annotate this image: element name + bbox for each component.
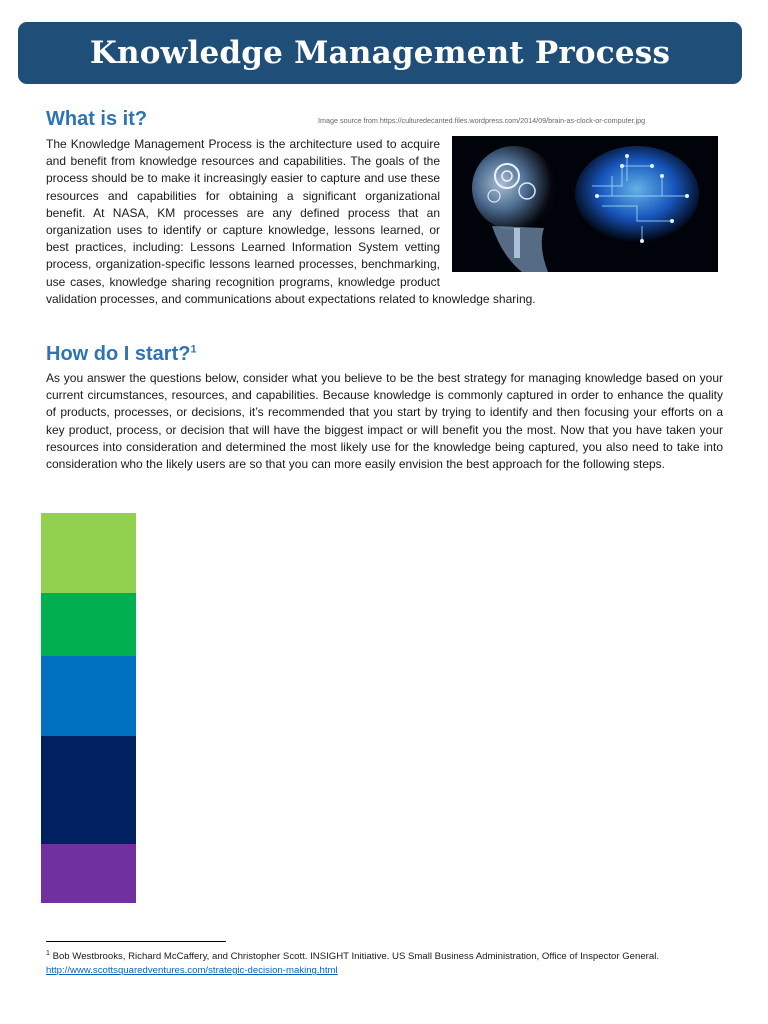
- section-start-heading-text: How do I start?: [46, 343, 191, 365]
- footnote-ref[interactable]: 1: [190, 343, 197, 356]
- section-what-text: The Knowledge Management Process is the architecture used to acquire and benefit from knowledge resources and capabilities. The goals of the process should be to make it increasingly easier to capture and use these resources and capabilities for obtaining a significant organizational benefit. At NASA, KM processes are any defined process that an organization uses to identify or capture knowledge, lessons learned, or best practices, including: Lessons Learned Information System vetting process, organization-specific lessons learned processes, benchmarking, use cases, knowledge sharing recognition programs, knowledge product validation processes, and communications about expectations related to knowledge sharing.: [46, 137, 536, 306]
- title-banner: [18, 22, 742, 84]
- color-bar-navy: [41, 736, 136, 844]
- footnote-marker: 1: [46, 950, 50, 957]
- footnote-separator: [46, 941, 226, 942]
- color-bar-lime: [41, 513, 136, 593]
- footnote-text: Bob Westbrooks, Richard McCaffery, and Christopher Scott. INSIGHT Initiative. US Small Business Administration, Office of Inspector General.: [49, 951, 660, 963]
- page-title: Knowledge Management Process: [89, 35, 671, 71]
- brain-image: [452, 136, 718, 272]
- brain-illustration: [452, 136, 718, 272]
- footnote-link[interactable]: http://www.scottsquaredventures.com/strategic-decision-making.html: [46, 965, 338, 977]
- color-bar-purple: [41, 844, 136, 903]
- color-bar-blue: [41, 656, 136, 736]
- color-bar-green: [41, 593, 136, 656]
- section-heading-what: What is it?: [46, 108, 148, 130]
- section-heading-start: [46, 343, 197, 366]
- section-start-body: As you answer the questions below, consider what you believe to be the best strategy for managing knowledge based on your current circumstances, resources, and capabilities. Because knowledge is commonly captured in order to enhance the quality of products, processes, or decisions, it’s recommended that you start by trying to identify and then focusing your efforts on a key product, process, or decision that will have the biggest impact or will benefit you the most. Now that you have taken your resources into consideration and determined the most likely use for the knowledge being captured, you also need to take into consideration who the likely users are so that you can more easily envision the best approach for the following steps.: [46, 371, 723, 472]
- footnote: [46, 947, 746, 978]
- image-source-caption: Image source from https://culturedecanted.files.wordpress.com/2014/09/brain-as-clock-or-computer.jpg: [318, 116, 646, 125]
